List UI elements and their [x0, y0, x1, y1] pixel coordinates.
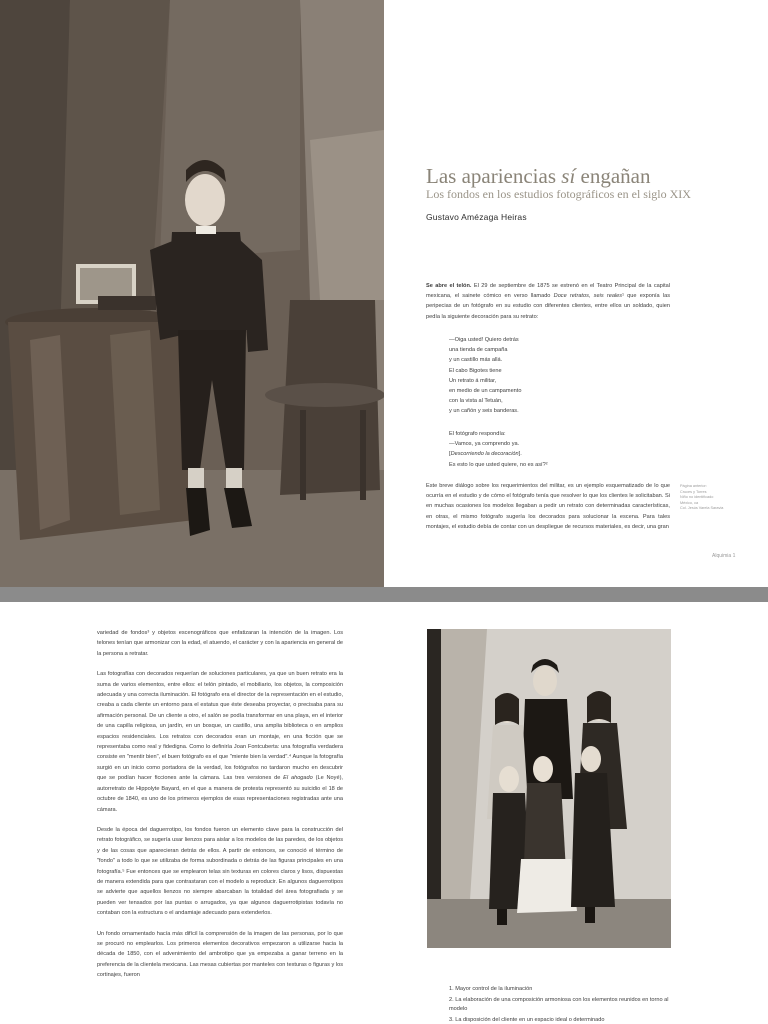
body-paragraph: Las fotografías con decorados requerían de soluciones particulares, ya que un buen retrato era la suma de varios elementos, entre ellos: el telón pintado, el mobiliario, los objetos, la composición adecuada y una correcta iluminación. El fotógrafo era el director de la representación en el estudio, creaba a cada cliente un entorno para el estatus que éste deseaba proyectar, o precisaba para su afirmación personal. De un cliente a otro, el salón se podía transformar en una playa, en el interior de una capilla religiosa, un jardín, en un bosque, un castillo, una amplia biblioteca o en amplios espacios residenciales. Los retratos con decorados eran un montaje, en una ficción que se representaba como real y fidedigna. Como lo definiría Joan Fontcuberta: una fotografía verdadera consiste en "mentir bien", el buen fotógrafo es el que "miente bien la verdad".⁴ Aunque la fotografía surgió en un inicio como portadora de la verdad, los fotógrafos no tardaron mucho en descubrir que se podían hacer ficciones ante la cámara. Las tres versiones de El ahogado (Le Noyé), autorretrato de Hippolyte Bayard, en el que a manera de protesta representó su suicidio el 18 de octubre de 1840, es uno de los primeros ejemplos de esas representaciones registradas ante una cámara. — [97, 671, 343, 813]
page-folio: Alquimia 1 — [712, 553, 736, 559]
poem-line: Es esto lo que usted quiere, no es así?² — [449, 461, 548, 468]
body-paragraph: variedad de fondos³ y objetos escenográficos que enfatizaran la intención de la imagen. Los telones tenían que armonizar con la edad, el atuendo, el carácter y con la apariencia en general de la persona a retratar. — [97, 630, 343, 657]
body-paragraph: Un fondo ornamentado hacía más difícil la comprensión de la imagen de las personas, por lo que se procuró no emplearlos. Los primeros elementos decorativos empezaron a utilizarse hacia la década de 1850, con el advenimiento del ambrotipo que ya empezaba a ganar terreno en la preferencia de la clientela mexicana. Las mesas cubiertas por manteles con texturas o figuras y los cortinajes, fueron — [97, 930, 343, 979]
poem-line: y un cañón y seis banderas. — [449, 408, 519, 415]
portrait-photograph-boy — [0, 0, 384, 587]
article-title: Las apariencias sí engañan — [426, 164, 651, 188]
caption-line: Niño no identificado — [680, 495, 714, 500]
poem-soldier — [449, 335, 649, 417]
poem-line: en medio de un campamento — [449, 388, 522, 395]
caption-line: Cruces y Torres — [680, 489, 707, 494]
poem-photographer — [449, 429, 649, 470]
caption-line: México, ca — [680, 500, 699, 505]
family-photograph-drawing — [427, 629, 671, 948]
poem-line: [Descorriendo la decoración]. — [449, 451, 522, 458]
body-paragraph: Desde la época del daguerrotipo, los fondos fueron un elemento clave para la construcción del retrato fotográfico, se sugería usar lienzos para aislar a los modelos de las paredes, de los objetos y de las cosas que aparecieran detrás de ellos. A partir de entonces, se conoció el término de "fondo" a todo lo que se utilizaba de forma subordinada o detrás de las figuras principales en una fotografía.⁵ Fue entonces que se emplearon telas sin texturas en colores claros y lisos, dispuestas de manera extendida para que contrastaran con el modelo a reproducir. En algunos daguerrotipos se advierte que aquellos lienzos no siempre abarcaban la totalidad del área fotografiada y se pueden ver tensados por las puntas o arrugados, ya que algunos daguerrotipistas todavía no contaban con la estructura o el andamiaje adecuado para extenderlos. — [97, 826, 343, 917]
body-column — [97, 628, 343, 991]
poem-line: El fotógrafo respondía: — [449, 431, 506, 437]
poem-line: —Vamos, ya comprendo ya. — [449, 441, 520, 448]
caption-line: Col. Jesús Varela Saravia — [680, 506, 724, 511]
author-name: Gustavo Amézaga Heiras — [426, 212, 527, 222]
body-paragraph-2: Este breve diálogo sobre los requerimientos del militar, es un ejemplo esquematizado de lo que ocurría en el estudio y de cómo el fotógrafo tenía que resolver lo que los clientes le solicitaban. Si en muchas ocasiones los modelos llegaban a pedir un retrato con determinadas características, en otras, el mismo fotógrafo sugería los decorados para solucionar la escena. Para tales montajes, el estudio debía de contar con un despliegue de recursos materiales, es decir, una gran — [426, 483, 670, 530]
article-subtitle: Los fondos en los estudios fotográficos en el siglo XIX — [426, 187, 691, 201]
poem-line: Un retrato á militar, — [449, 377, 497, 384]
poem-line: El cabo Bigotes tiene — [449, 367, 502, 374]
poem-line: una tienda de campaña — [449, 347, 508, 354]
list-item: 1. Mayor control de la iluminación — [449, 986, 533, 992]
photo-caption — [680, 484, 750, 512]
poem-line: y un castillo más allá. — [449, 357, 503, 364]
list-item: 3. La disposición del cliente en un espacio ideal o determinado — [449, 1017, 605, 1023]
intro-paragraph: Se abre el telón. El 29 de septiembre de 1875 se estrenó en el Teatro Principal de la capital mexicana, el sainete cómico en verso llamado Doce retratos, seis reales¹ que exponía las peripecias de un fotógrafo en su estudio con diferentes clientes, entre ellos un soldado, quien pedía la siguiente decoración para su retrato: — [426, 283, 671, 320]
article-page-2 — [0, 602, 768, 1024]
family-group-photograph — [427, 629, 671, 948]
poem-line: —Oiga usted! Quiero detrás — [449, 337, 519, 343]
poem-line: con la vista al Tetuán, — [449, 398, 503, 405]
numbered-list — [449, 985, 679, 1024]
portrait-photograph-drawing — [0, 0, 384, 587]
list-item: 2. La elaboración de una composición armoniosa con los elementos reunidos en torno al modelo — [449, 997, 669, 1012]
caption-line: Página anterior: — [680, 484, 707, 488]
